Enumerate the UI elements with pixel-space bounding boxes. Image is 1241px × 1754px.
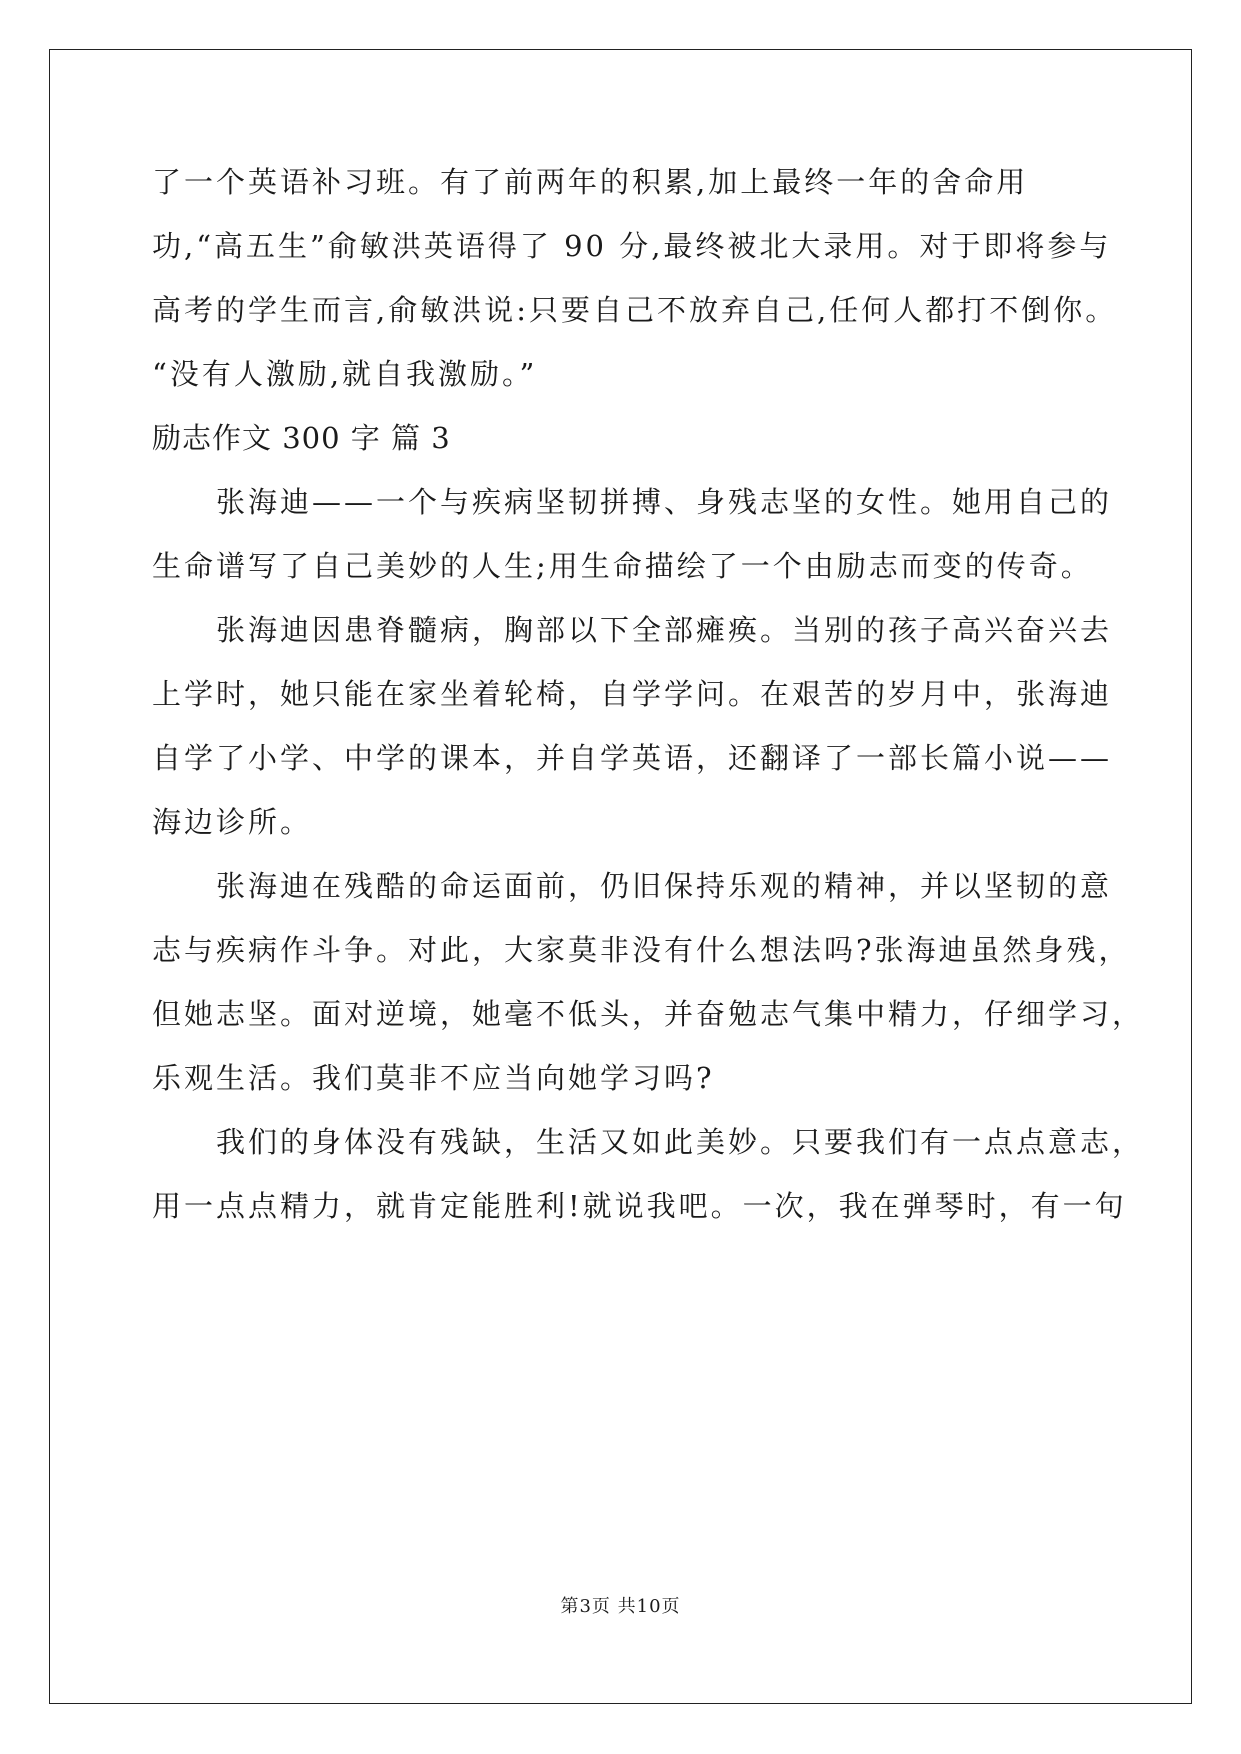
text-line: 海边诊所。 <box>152 805 313 839</box>
text-line: 功,“高五生”俞敏洪英语得了 90 分,最终被北大录用。对于即将参与 <box>152 229 1112 263</box>
page-number-footer: 第3页 共10页 <box>560 1596 681 1617</box>
section-heading: 励志作文 300 字 篇 3 <box>152 421 451 455</box>
text-line: 自学了小学、中学的课本，并自学英语，还翻译了一部长篇小说—— <box>152 741 1113 775</box>
paragraph-first-line: 我们的身体没有残缺，生活又如此美妙。只要我们有一点点意志， <box>216 1125 1145 1159</box>
text-line: 高考的学生而言,俞敏洪说:只要自己不放弃自己,任何人都打不倒你。 <box>152 293 1118 327</box>
text-line: 用一点点精力，就肯定能胜利!就说我吧。一次，我在弹琴时，有一句 <box>152 1189 1127 1223</box>
text-line: 上学时，她只能在家坐着轮椅，自学学问。在艰苦的岁月中，张海迪 <box>152 677 1113 711</box>
paragraph-first-line: 张海迪在残酷的命运面前，仍旧保持乐观的精神，并以坚韧的意 <box>216 869 1113 903</box>
paragraph-first-line: 张海迪——一个与疾病坚韧拼搏、身残志坚的女性。她用自己的 <box>216 485 1113 519</box>
text-line: 志与疾病作斗争。对此，大家莫非没有什么想法吗?张海迪虽然身残， <box>152 933 1131 967</box>
text-line: 了一个英语补习班。有了前两年的积累,加上最终一年的舍命用 <box>152 165 1029 199</box>
text-line: 乐观生活。我们莫非不应当向她学习吗? <box>152 1061 715 1095</box>
text-line: “没有人激励,就自我激励。” <box>152 357 538 391</box>
text-line: 但她志坚。面对逆境，她毫不低头，并奋勉志气集中精力，仔细学习， <box>152 997 1145 1031</box>
document-body <box>152 150 1145 1238</box>
text-line: 生命谱写了自己美妙的人生;用生命描绘了一个由励志而变的传奇。 <box>152 549 1093 583</box>
paragraph-first-line: 张海迪因患脊髓病，胸部以下全部瘫痪。当别的孩子高兴奋兴去 <box>216 613 1113 647</box>
